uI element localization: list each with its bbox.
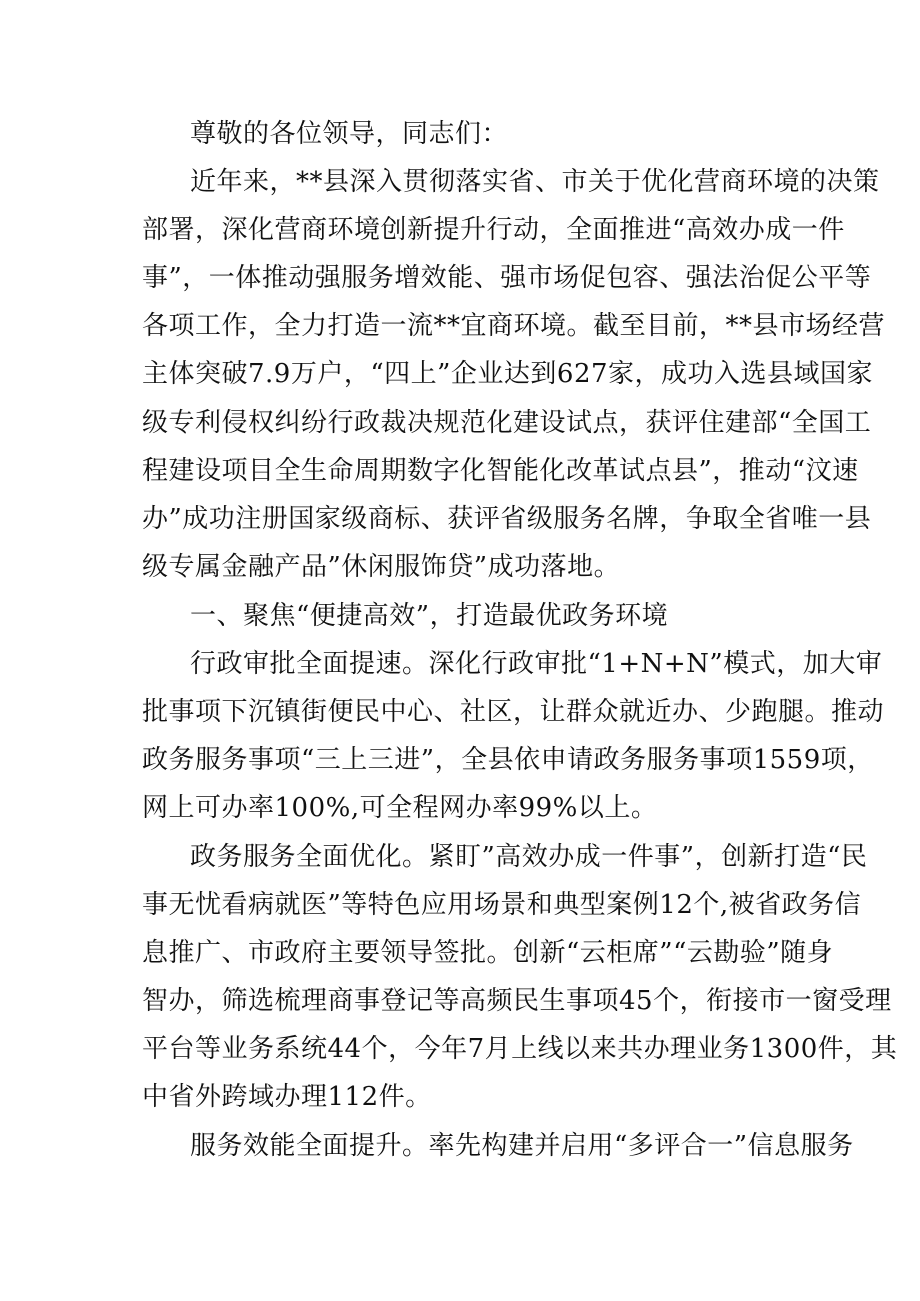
text-line: 主体突破7.9万户，“四上”企业达到627家，成功入选县域国家 xyxy=(142,359,874,389)
text-line: 事无忧看病就医”等特色应用场景和典型案例12个,被省政务信 xyxy=(142,890,862,920)
text-line: 级专属金融产品”休闲服饰贷”成功落地。 xyxy=(142,552,621,582)
section-heading: 一、聚焦“便捷高效”，打造最优政务环境 xyxy=(190,601,669,631)
text-line: 政务服务事项“三上三进”，全县依申请政务服务事项1559项， xyxy=(142,745,874,775)
text-line: 服务效能全面提升。率先构建并启用“多评合一”信息服务 xyxy=(190,1131,854,1161)
text-line: 级专利侵权纠纷行政裁决规范化建设试点，获评住建部“全国工 xyxy=(142,408,872,438)
text-line: 程建设项目全生命周期数字化智能化改革试点县”，推动“汶速 xyxy=(142,456,859,486)
text-line: 行政审批全面提速。深化行政审批“1+N+N”模式，加大审 xyxy=(190,649,883,679)
text-line: 政务服务全面优化。紧盯”高效办成一件事”，创新打造“民 xyxy=(190,842,868,872)
text-line: 息推广、市政府主要领导签批。创新“云柜席”“云勘验”随身 xyxy=(142,938,834,968)
text-line: 各项工作，全力打造一流**宜商环境。截至目前，**县市场经营 xyxy=(142,311,886,341)
text-line: 尊敬的各位领导，同志们： xyxy=(190,119,509,149)
text-line: 办”成功注册国家级商标、获评省级服务名牌，争取全省唯一县 xyxy=(142,504,872,534)
text-line: 近年来，**县深入贯彻落实省、市关于优化营商环境的决策 xyxy=(190,167,880,197)
text-line: 部署，深化营商环境创新提升行动，全面推进“高效办成一件 xyxy=(142,215,845,245)
text-line: 事”，一体推动强服务增效能、强市场促包容、强法治促公平等 xyxy=(142,263,872,293)
text-line: 批事项下沉镇街便民中心、社区，让群众就近办、少跑腿。推动 xyxy=(142,697,885,727)
text-line: 平台等业务系统44个，今年7月上线以来共办理业务1300件，其 xyxy=(142,1034,898,1064)
text-line: 中省外跨域办理112件。 xyxy=(142,1082,432,1112)
text-line: 智办，筛选梳理商事登记等高频民生事项45个，衔接市一窗受理 xyxy=(142,986,892,1016)
text-line: 网上可办率100%,可全程网办率99%以上。 xyxy=(142,793,658,823)
